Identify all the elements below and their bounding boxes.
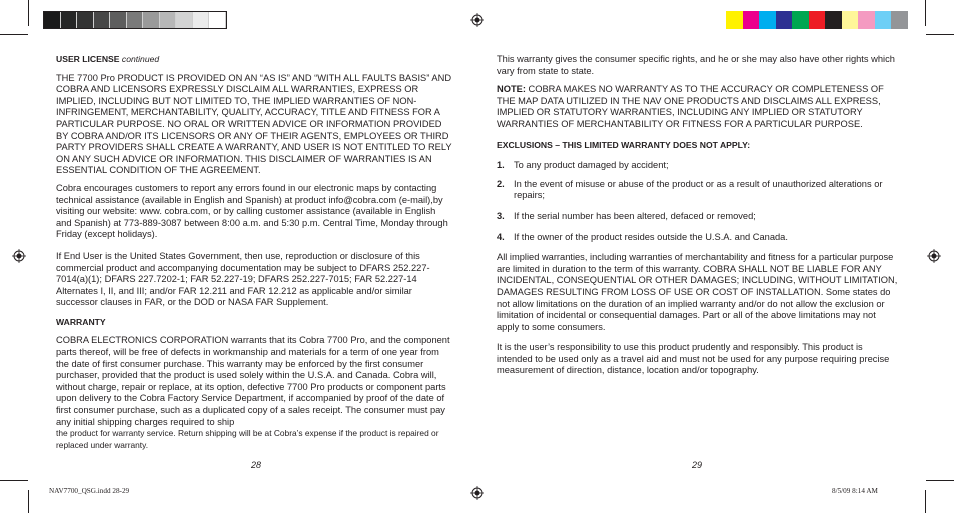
implied-warranty-paragraph: All implied warranties, including warranties of merchantability and fitness for a particular purpose are limited in duration to the term of this warranty. COBRA SHALL NOT BE LIABLE FOR ANY INCIDENTAL, CONSEQUENTIAL OR OTHER DAMAGES; INCLUDING, WITHOUT LIMITATION, DAMAGES RESULTING FROM LOSS OF USE OR COST OF INSTALLATION. Some states do not allow limitations on the duration of an implied warranty and/or do not allow the exclusion or limitation of incidental or consequential damages. Part or all of the above limitations may not apply to some consumers.: [497, 252, 898, 332]
color-swatch: [858, 11, 875, 29]
color-swatch: [143, 12, 160, 28]
page-number-left: 28: [251, 460, 262, 470]
color-swatch: [776, 11, 793, 29]
color-swatch: [875, 11, 892, 29]
note-paragraph: NOTE: COBRA MAKES NO WARRANTY AS TO THE ACCURACY OR COMPLETENESS OF THE MAP DATA UTILIZED IN THE NAV ONE PRODUCTS AND DISCLAIMS ALL EXPRESS, IMPLIED OR STATUTORY WARRANTIES, INCLUDING ANY IMPLIED OR STATUTORY WARRANTIES OF MERCHANTABILITY OR FITNESS FOR A PARTICULAR PURPOSE.: [497, 84, 884, 129]
color-swatch: [825, 11, 842, 29]
color-swatch: [61, 12, 78, 28]
color-swatch: [176, 12, 193, 28]
crop-mark: [925, 490, 926, 513]
registration-mark-icon: [470, 486, 484, 500]
exclusion-item: 4. If the owner of the product resides outside the U.S.A. and Canada.: [497, 231, 788, 242]
grayscale-color-bar: [43, 11, 227, 29]
color-swatch: [792, 11, 809, 29]
exclusions-heading: EXCLUSIONS – THIS LIMITED WARRANTY DOES NOT APPLY:: [497, 139, 751, 150]
color-swatch: [842, 11, 859, 29]
crop-mark: [28, 0, 29, 26]
crop-mark: [926, 480, 954, 481]
color-swatch: [110, 12, 127, 28]
color-swatch: [94, 12, 111, 28]
right-page-column: [497, 54, 899, 384]
process-color-bar: [726, 11, 910, 29]
color-swatch: [44, 12, 61, 28]
exclusion-item: 3. If the serial number has been altered, defaced or removed;: [497, 210, 756, 221]
color-swatch: [891, 11, 908, 29]
responsibility-paragraph: It is the user’s responsibility to use this product prudently and responsibly. This product is intended to be used only as a travel aid and must not be used for any purpose requiring precise measurement of direction, distance, location and/or topography.: [497, 342, 890, 376]
crop-mark: [28, 490, 29, 513]
user-license-heading: USER LICENSE continued: [56, 54, 160, 64]
color-swatch: [209, 12, 226, 28]
warranty-paragraph: COBRA ELECTRONICS CORPORATION warrants that its Cobra 7700 Pro, and the component parts thereof, will be free of defects in workmanship and materials for a term of one year from the date of first consumer purchase. This warranty may be enforced by the first consumer purchaser, provided that the product is used solely within the U.S.A. and Canada. Cobra will, without charge, repair or replace, at its option, defective 7700 Pro products or component parts upon delivery to the Cobra Factory Service Department, if accompanied by proof of the date of first consumer purchase, such as a duplicated copy of a sales receipt. The consumer must pay any initial shipping charges required to ship the product for warranty service. Return shipping will be at Cobra’s expense if the product is repaired or replaced under warranty.: [56, 335, 450, 450]
intro-paragraph: This warranty gives the consumer specific rights, and he or she may also have other rights which vary from state to state.: [497, 54, 895, 76]
date-slug: 8/5/09 8:14 AM: [832, 487, 878, 495]
color-swatch: [127, 12, 144, 28]
exclusion-item: 2. In the event of misuse or abuse of the product or as a result of unauthorized alterations or repairs;: [497, 178, 883, 201]
disclaimer-paragraph: THE 7700 Pro PRODUCT IS PROVIDED ON AN “AS IS” AND “WITH ALL FAULTS BASIS” AND COBRA AND LICENSORS EXPRESSLY DISCLAIM ALL WARRANTIES, EXPRESS OR IMPLIED, INCLUDING BUT NOT LIMITED TO, THE IMPLIED WARRANTIES OF NON-INFRINGEMENT, MERCHANTABILITY, QUALITY, ACCURACY, TITLE AND FITNESS FOR A PARTICULAR PURPOSE. NO ORAL OR WRITTEN ADVICE OR INFORMATION PROVIDED BY COBRA AND/OR ITS LICENSORS OR ANY OF THEIR AGENTS, EMPLOYEES OR THIRD PARTY PROVIDERS SHALL CREATE A WARRANTY, AND USER IS NOT ENTITLED TO RELY ON ANY SUCH ADVICE OR INFORMATION. THIS DISCLAIMER OF WARRANTIES IS AN ESSENTIAL CONDITION OF THE AGREEMENT.: [56, 72, 452, 176]
color-swatch: [77, 12, 94, 28]
left-page-column: [56, 54, 452, 451]
warranty-heading: WARRANTY: [56, 316, 106, 327]
error-report-paragraph: Cobra encourages customers to report any errors found in our electronic maps by contacting technical assistance (available in English and Spanish) at product info@cobra.com (e-mail),by visiting our website: www. cobra.com, or by calling customer assistance (available in English and Spanish) at 773-889-3087 between 8:00 a.m. and 5:30 p.m. Central Time, Monday through Friday (except holidays).: [56, 182, 448, 240]
color-swatch: [726, 11, 743, 29]
exclusion-item: 1. To any product damaged by accident;: [497, 160, 669, 171]
crop-mark: [0, 480, 28, 481]
government-paragraph: If End User is the United States Government, then use, reproduction or disclosure of this commercial product and accompanying documentation may be subject to DFARS 252.227-7014(a)(1); DFARS 227.7202-1; FAR 52.227-19; DFARS 252.227-7015; FAR 52.227-14 Alternates I, II, and III; and/or FAR 12.211 and FAR 12.212 as applicable and/or similar successor clauses in FAR, or the DOD or NASA FAR Supplement.: [56, 250, 430, 308]
color-swatch: [759, 11, 776, 29]
crop-mark: [925, 0, 926, 26]
file-slug: NAV7700_QSG.indd 28-29: [49, 487, 130, 495]
crop-mark: [0, 34, 28, 35]
color-swatch: [160, 12, 177, 28]
page-number-right: 29: [692, 460, 703, 470]
registration-mark-icon: [927, 249, 941, 263]
color-swatch: [743, 11, 760, 29]
color-swatch: [809, 11, 826, 29]
registration-mark-icon: [12, 249, 26, 263]
crop-mark: [926, 34, 954, 35]
color-swatch: [193, 12, 210, 28]
registration-mark-icon: [470, 13, 484, 27]
